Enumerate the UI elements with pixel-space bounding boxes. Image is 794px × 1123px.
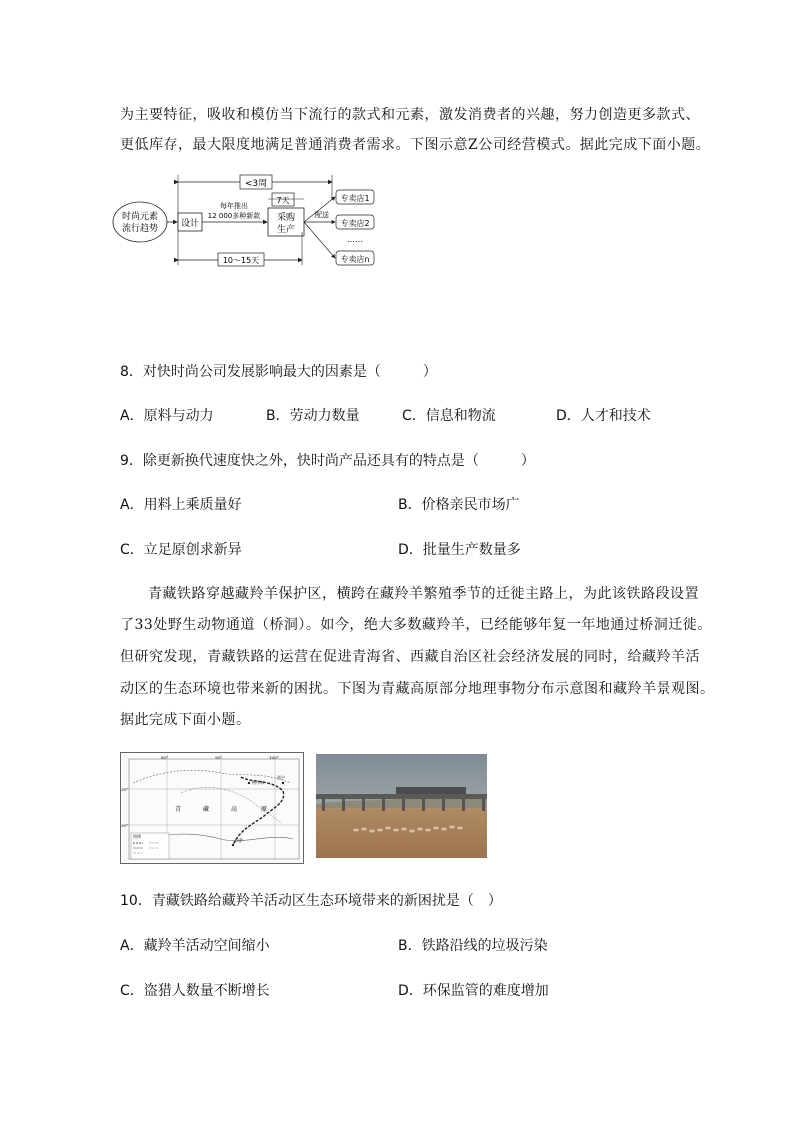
yearly-line-2: 12 000多种新款 xyxy=(207,212,261,220)
q9-option-c[interactable]: C．立足原创求新异 xyxy=(120,542,242,558)
q9-option-b[interactable]: B．价格亲民市场广 xyxy=(398,497,520,513)
passage-line-3: 但研究发现，青藏铁路的运营在促进青海省、西藏自治区社会经济发展的同时，给藏羚羊活 xyxy=(120,649,700,665)
q10-stem: 10．青藏铁路给藏羚羊活动区生态环境带来的新困扰是（ ） xyxy=(120,893,502,909)
label-zang: 藏 xyxy=(203,806,210,813)
store-1-label: 专卖店1 xyxy=(340,194,370,203)
store-2-label: 专卖店2 xyxy=(340,219,370,228)
label-yuan: 原 xyxy=(261,806,268,813)
q10-option-c[interactable]: C．盗猎人数量不断增长 xyxy=(120,983,270,999)
distribute-label: 配送 xyxy=(315,211,329,219)
q8-option-c[interactable]: C．信息和物流 xyxy=(402,408,496,424)
source-line-1: 时尚元素 xyxy=(121,212,159,222)
q9-stem: 9．除更新换代速度快之外，快时尚产品还具有的特点是（ ） xyxy=(120,453,535,469)
business-model-diagram xyxy=(110,170,390,270)
lon-90: 90° xyxy=(215,755,223,760)
qinghai-tibet-map xyxy=(120,752,304,864)
purchase-line-1: 采购 xyxy=(276,213,296,223)
intro-line-1: 为主要特征，吸收和模仿当下流行的款式和元素，激发消费者的兴趣，努力创造更多款式、 xyxy=(120,107,700,123)
seven-days-label: 7天 xyxy=(276,196,290,205)
q8-stem: 8．对快时尚公司发展影响最大的因素是（ ） xyxy=(120,364,437,380)
q8-option-b[interactable]: B．劳动力数量 xyxy=(266,408,360,424)
yearly-line-1: 每年推出 xyxy=(220,202,248,210)
label-lhasa: 拉萨 xyxy=(235,838,243,843)
dots-label: …… xyxy=(347,235,363,244)
intro-line-2: 更低库存，最大限度地满足普通消费者需求。下图示意Z公司经营模式。据此完成下面小题。 xyxy=(120,137,711,153)
q8-option-d[interactable]: D．人才和技术 xyxy=(556,408,651,424)
passage-line-1: 青藏铁路穿越藏羚羊保护区，横跨在藏羚羊繁殖季节的迁徙主路上，为此该铁路段设置 xyxy=(148,586,699,602)
q10-option-a[interactable]: A．藏羚羊活动空间缩小 xyxy=(120,938,270,954)
tibetan-antelope-photo xyxy=(316,754,487,858)
legend-title: 图例 xyxy=(133,834,141,839)
q10-option-b[interactable]: B．铁路沿线的垃圾污染 xyxy=(398,938,548,954)
train xyxy=(396,787,466,794)
design-label: 设计 xyxy=(180,219,200,229)
trend-ellipse xyxy=(113,202,167,242)
q8-option-a[interactable]: A．原料与动力 xyxy=(120,408,214,424)
purchase-line-2: 生产 xyxy=(276,225,296,235)
bridge-deck xyxy=(316,794,487,799)
store-n-label: 专卖店n xyxy=(340,255,370,264)
q9-option-a[interactable]: A．用料上乘质量好 xyxy=(120,497,242,513)
railway-line xyxy=(233,777,284,845)
lat-30: 30° xyxy=(121,823,129,828)
label-gao: 高 xyxy=(231,806,238,813)
source-line-2: 流行趋势 xyxy=(121,224,159,234)
passage-line-4: 动区的生态环境也带来新的困扰。下图为青藏高原部分地理事物分布示意图和藏羚羊景观图。 xyxy=(120,681,715,697)
bottom-span-label: 10～15天 xyxy=(222,256,260,265)
lon-80: 80° xyxy=(161,755,169,760)
q9-option-d[interactable]: D．批量生产数量多 xyxy=(398,542,521,558)
label-xining: 西宁 xyxy=(277,775,285,780)
label-qing: 青 xyxy=(175,806,182,813)
q10-option-d[interactable]: D．环保监管的难度增加 xyxy=(398,983,549,999)
lat-35: 35° xyxy=(121,787,129,792)
top-span-label: <3周 xyxy=(244,179,268,189)
label-geermu: 格尔木 xyxy=(252,780,264,785)
passage-line-5: 据此完成下面小题。 xyxy=(120,712,251,728)
passage-line-2: 了33处野生动物通道（桥洞）。如今，绝大多数藏羚羊，已经能够年复一年地通过桥洞迁徙。 xyxy=(120,617,712,633)
lon-100: 100° xyxy=(269,755,279,760)
